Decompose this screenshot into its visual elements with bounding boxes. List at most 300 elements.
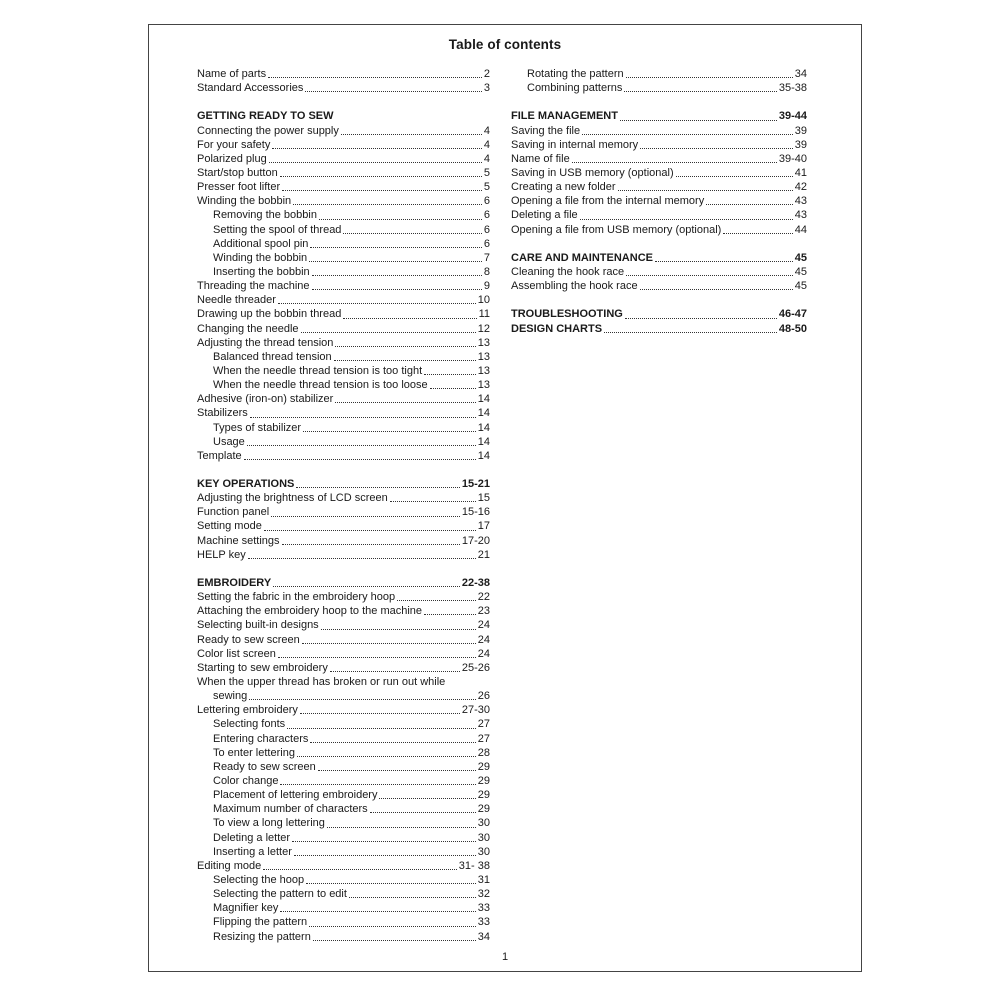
toc-entry-text: Setting the fabric in the embroidery hoop [197,591,396,604]
toc-entry [197,703,490,717]
dot-leader [334,360,476,361]
toc-entry-text: CARE AND MAINTENANCE [511,251,653,264]
toc-entry [197,732,490,746]
toc-entry-text: Stabilizers [197,407,248,420]
toc-entry [197,633,490,647]
toc-entry-text: Winding the bobbin [197,195,292,208]
dot-leader [370,812,476,813]
dot-leader [248,558,476,559]
dot-leader [335,346,475,347]
toc-entry [197,887,490,901]
dot-leader [278,657,476,658]
toc-section-entry [511,109,807,123]
dot-leader [319,219,482,220]
dot-leader [280,176,482,177]
toc-page-number: 14 [477,435,490,448]
toc-entry-text: Deleting a letter [213,831,291,844]
dot-leader [321,629,476,630]
toc-page-number: 28 [477,746,490,759]
toc-page-number: 39 [794,124,807,137]
toc-page-number: 6 [483,195,490,208]
toc-entry [197,647,490,661]
toc-page-number: 34 [794,67,807,80]
toc-entry [197,520,490,534]
toc-entry-text: Cleaning the hook race [511,265,625,278]
toc-entry-text: Removing the bobbin [213,209,317,222]
toc-entry-text: Usage [213,435,245,448]
toc-page-number: 24 [477,633,490,646]
toc-entry-text: Ready to sew screen [213,760,316,773]
toc-page-number: 7 [483,251,490,264]
toc-entry-text: Selecting built-in designs [197,619,319,632]
section-spacer [197,562,490,576]
toc-page-number: 17 [477,520,490,533]
toc-page-number: 44 [794,223,807,236]
toc-entry-text: Resizing the pattern [213,930,311,943]
toc-entry-text: Color change [213,775,279,788]
toc-page-number: 42 [794,181,807,194]
toc-entry-text: Adjusting the brightness of LCD screen [197,492,388,505]
toc-page-number: 45 [794,251,807,264]
toc-entry [197,618,490,632]
toc-page-number: 31 [477,874,490,886]
dot-leader [263,869,457,870]
dot-leader [379,798,475,799]
toc-page-number: 31- 38 [458,859,490,872]
toc-entry-text: Setting mode [197,520,262,533]
dot-leader [620,120,777,121]
toc-entry-text: Machine settings [197,534,280,547]
dot-leader [604,332,777,333]
toc-page-number: 27-30 [461,704,490,717]
dot-leader [271,516,460,517]
toc-entry-text: When the needle thread tension is too tight [213,364,423,377]
toc-entry [197,336,490,350]
toc-page-number: 46-47 [778,308,807,321]
toc-page-number: 5 [483,181,490,194]
toc-entry-text: Saving in USB memory (optional) [511,166,674,179]
toc-entry [197,491,490,505]
dot-leader [250,417,476,418]
dot-leader [297,756,476,757]
toc-entry-text: Saving the file [511,124,581,137]
toc-entry-text: When the needle thread tension is too loose [213,379,428,392]
toc-page-number: 45 [794,280,807,293]
dot-leader [273,586,460,587]
toc-entry [197,223,490,237]
dot-leader [294,855,476,856]
toc-entry [197,279,490,293]
dot-leader [397,600,476,601]
toc-page-number: 14 [477,407,490,420]
toc-entry [197,816,490,830]
dot-leader [264,530,476,531]
toc-entry-text: EMBROIDERY [197,577,272,590]
toc-entry-text: Combining patterns [527,82,623,95]
toc-entry-text: Creating a new folder [511,181,616,194]
toc-page-number: 43 [794,209,807,222]
toc-entry [511,194,807,208]
dot-leader [424,614,476,615]
toc-page-number: 5 [483,166,490,179]
dot-leader [278,303,476,304]
toc-entry [197,322,490,336]
toc-entry-text: sewing [213,690,248,703]
toc-entry-text: Connecting the power supply [197,124,339,137]
dot-leader [625,318,777,319]
dot-leader [327,827,476,828]
dot-leader [582,134,793,135]
toc-entry-text: Opening a file from the internal memory [511,195,705,208]
dot-leader [287,728,476,729]
dot-leader [301,332,476,333]
toc-entry [511,124,807,138]
toc-entry [511,208,807,222]
toc-entry-text: Needle threader [197,294,276,307]
section-spacer [197,463,490,477]
toc-entry [197,717,490,731]
dot-leader [312,289,482,290]
dot-leader [424,374,476,375]
toc-entry [511,166,807,180]
toc-entry-text: Editing mode [197,859,262,872]
toc-entry [197,208,490,222]
toc-entry-text: Maximum number of characters [213,803,368,816]
toc-entry-text: Attaching the embroidery hoop to the machine [197,605,423,618]
section-spacer [511,237,807,251]
dot-leader [280,911,475,912]
toc-entry-text: Assembling the hook race [511,280,638,293]
toc-entry [197,364,490,378]
dot-leader [272,148,482,149]
toc-entry-text: Entering characters [213,732,309,745]
toc-entry [197,237,490,251]
toc-entry [197,661,490,675]
toc-entry [197,67,490,81]
toc-entry [197,350,490,364]
dot-leader [312,275,482,276]
toc-entry-text: HELP key [197,548,246,561]
toc-page-number: 21 [477,548,490,561]
dot-leader [296,487,459,488]
toc-entry-text: Flipping the pattern [213,916,308,929]
dot-leader [640,289,793,290]
toc-entry-text: Inserting the bobbin [213,265,310,278]
toc-page-number: 13 [477,350,490,363]
dot-leader [280,784,475,785]
toc-entry-text: Magnifier key [213,902,279,915]
toc-entry-text: Additional spool pin [213,237,309,250]
dot-leader [626,77,793,78]
dot-leader [343,318,476,319]
toc-section-entry [197,477,490,491]
toc-entry [197,590,490,604]
toc-section-entry [511,322,807,336]
dot-leader [343,233,481,234]
toc-page-number: 48-50 [778,322,807,335]
toc-entry [197,251,490,265]
toc-entry [197,81,490,95]
toc-section-entry [197,576,490,590]
dot-leader [303,431,476,432]
toc-page-number: 24 [477,647,490,660]
toc-entry-text: Types of stabilizer [213,421,302,434]
toc-entry-text: Ready to sew screen [197,633,300,646]
dot-leader [249,699,476,700]
toc-entry-text: DESIGN CHARTS [511,322,603,335]
toc-entry-text: Starting to sew embroidery [197,661,328,674]
toc-entry [511,223,807,237]
toc-page-number: 29 [477,803,490,816]
toc-entry [197,788,490,802]
toc-page-number: 25-26 [461,661,490,674]
toc-entry-text: Presser foot lifter [197,181,281,194]
toc-page-number: 8 [483,265,490,278]
toc-entry [197,265,490,279]
toc-page-number: 39 [794,138,807,151]
toc-entry-text: Threading the machine [197,280,310,293]
toc-entry-text: Setting the spool of thread [213,223,342,236]
dot-leader [624,91,776,92]
toc-entry-text: Drawing up the bobbin thread [197,308,342,321]
toc-entry [197,534,490,548]
dot-leader [626,275,793,276]
document-page [148,24,862,972]
dot-leader [341,134,482,135]
toc-page-number: 39-40 [778,152,807,165]
dot-leader [309,261,482,262]
toc-entry [197,166,490,180]
toc-entry-text: Saving in internal memory [511,138,639,151]
toc-page-number: 4 [483,124,490,137]
dot-leader [306,883,476,884]
toc-entry [197,152,490,166]
toc-entry-text: Placement of lettering embroidery [213,789,378,802]
toc-page-number: 32 [477,888,490,901]
toc-page-number: 29 [477,760,490,773]
toc-page-number: 43 [794,195,807,208]
toc-entry [197,505,490,519]
section-spacer [197,95,490,109]
toc-entry [511,265,807,279]
dot-leader [302,643,476,644]
dot-leader [655,261,793,262]
toc-section-entry [511,251,807,265]
toc-page-number: 6 [483,223,490,236]
toc-section-heading: GETTING READY TO SEW [197,110,334,123]
toc-page-number: 35-38 [778,82,807,95]
toc-entry [197,604,490,618]
toc-page-number: 6 [483,237,490,250]
toc-entry [197,138,490,152]
toc-entry [197,831,490,845]
toc-page-number: 39-44 [778,110,807,123]
toc-entry [197,421,490,435]
toc-page-number: 4 [483,138,490,151]
toc-page-number: 9 [483,280,490,293]
toc-entry-text: Winding the bobbin [213,251,308,264]
toc-page-number: 10 [477,294,490,307]
toc-entry-text: To enter lettering [213,746,295,759]
toc-entry [197,802,490,816]
toc-entry-text: Name of file [511,152,570,165]
dot-leader [300,713,460,714]
dot-leader [282,544,460,545]
toc-entry-text: Adjusting the thread tension [197,336,334,349]
toc-entry-text: When the upper thread has broken or run out while [197,676,446,689]
toc-page-number: 13 [477,336,490,349]
dot-leader [430,388,476,389]
page-title: Table of contents [448,37,562,52]
dot-leader [676,176,793,177]
toc-entry-text: To view a long lettering [213,817,325,830]
toc-entry [511,279,807,293]
toc-page-number: 24 [477,619,490,632]
toc-entry-text: Name of parts [197,67,267,80]
toc-entry [511,81,807,95]
toc-entry-text: Deleting a file [511,209,578,222]
toc-right-column [511,67,807,336]
toc-page-number: 13 [477,364,490,377]
toc-page-number: 14 [477,421,490,434]
toc-page-number: 29 [477,775,490,788]
toc-page-number: 29 [477,789,490,802]
toc-entry [197,901,490,915]
toc-page-number: 33 [477,916,490,929]
toc-entry-text: Rotating the pattern [527,67,624,80]
toc-entry [197,180,490,194]
toc-page-number: 17-20 [461,534,490,547]
dot-leader [309,926,476,927]
toc-entry-text: Lettering embroidery [197,704,298,717]
dot-leader [335,402,475,403]
toc-entry-text: TROUBLESHOOTING [511,308,623,321]
toc-entry-text: KEY OPERATIONS [197,478,295,491]
toc-entry [197,293,490,307]
toc-page-number: 27 [477,718,490,731]
dot-leader [640,148,793,149]
dot-leader [269,162,482,163]
toc-entry [197,406,490,420]
section-spacer [511,293,807,307]
toc-entry-text: Balanced thread tension [213,350,332,363]
toc-entry [197,124,490,138]
toc-page-number: 15 [477,492,490,505]
dot-leader [318,770,476,771]
toc-entry-text: Changing the needle [197,322,299,335]
toc-entry-text: Opening a file from USB memory (optional) [511,223,722,236]
toc-entry [197,915,490,929]
toc-entry [511,152,807,166]
toc-page-number: 11 [478,308,490,321]
dot-leader [292,841,476,842]
section-spacer [511,95,807,109]
toc-entry-text: Template [197,449,242,462]
toc-page-number: 15-16 [461,506,490,519]
dot-leader [244,459,476,460]
toc-entry-text: Polarized plug [197,152,267,165]
dot-leader [310,742,475,743]
toc-entry [197,449,490,463]
toc-page-number: 15-21 [461,478,490,491]
toc-page-number: 3 [483,82,490,95]
toc-left-column [197,67,490,944]
toc-page-number: 13 [477,379,490,392]
toc-entry [197,873,490,887]
toc-entry-text: Start/stop button [197,166,278,179]
toc-page-number: 34 [477,930,490,943]
toc-page-number: 6 [483,209,490,222]
toc-page-number: 12 [477,322,490,335]
dot-leader [390,501,476,502]
toc-page-number: 4 [483,152,490,165]
toc-entry [197,548,490,562]
toc-page-number: 33 [477,902,490,915]
dot-leader [310,247,481,248]
toc-entry [197,435,490,449]
dot-leader [293,204,482,205]
toc-page-number: 45 [794,265,807,278]
toc-page-number: 22-38 [461,577,490,590]
toc-entry-text: FILE MANAGEMENT [511,110,618,123]
toc-entry [197,194,490,208]
dot-leader [282,190,482,191]
toc-entry [197,746,490,760]
dot-leader [313,940,476,941]
toc-page-number: 26 [477,690,490,703]
dot-leader [618,190,793,191]
toc-page-number: 23 [477,605,490,618]
toc-entry [197,859,490,873]
toc-page-number: 14 [477,393,490,406]
toc-entry-text: Selecting fonts [213,718,286,731]
dot-leader [247,445,476,446]
toc-page-number: 27 [477,732,490,745]
toc-section-entry [511,307,807,321]
dot-leader [580,219,793,220]
toc-entry-text: Function panel [197,506,270,519]
toc-page-number: 30 [477,831,490,844]
toc-entry-text: Standard Accessories [197,82,304,95]
toc-entry [197,845,490,859]
toc-page-number: 30 [477,817,490,830]
toc-entry-text: Selecting the pattern to edit [213,888,347,901]
toc-entry-text: Selecting the hoop [213,874,305,886]
toc-entry [511,180,807,194]
dot-leader [305,91,481,92]
toc-entry [197,774,490,788]
toc-entry [197,760,490,774]
dot-leader [268,77,482,78]
dot-leader [349,897,476,898]
dot-leader [572,162,777,163]
toc-page-number: 22 [477,591,490,604]
dot-leader [723,233,792,234]
toc-entry-text: Inserting a letter [213,845,292,858]
toc-page-number: 30 [477,845,490,858]
toc-page-number: 14 [477,449,490,462]
dot-leader [330,671,460,672]
toc-entry-text: Color list screen [197,647,276,660]
toc-entry [197,392,490,406]
toc-entry [197,930,490,944]
dot-leader [706,204,793,205]
page-number: 1 [501,951,509,963]
toc-page-number: 2 [483,67,490,80]
toc-entry [197,378,490,392]
toc-page-number: 41 [794,166,807,179]
toc-entry [511,67,807,81]
